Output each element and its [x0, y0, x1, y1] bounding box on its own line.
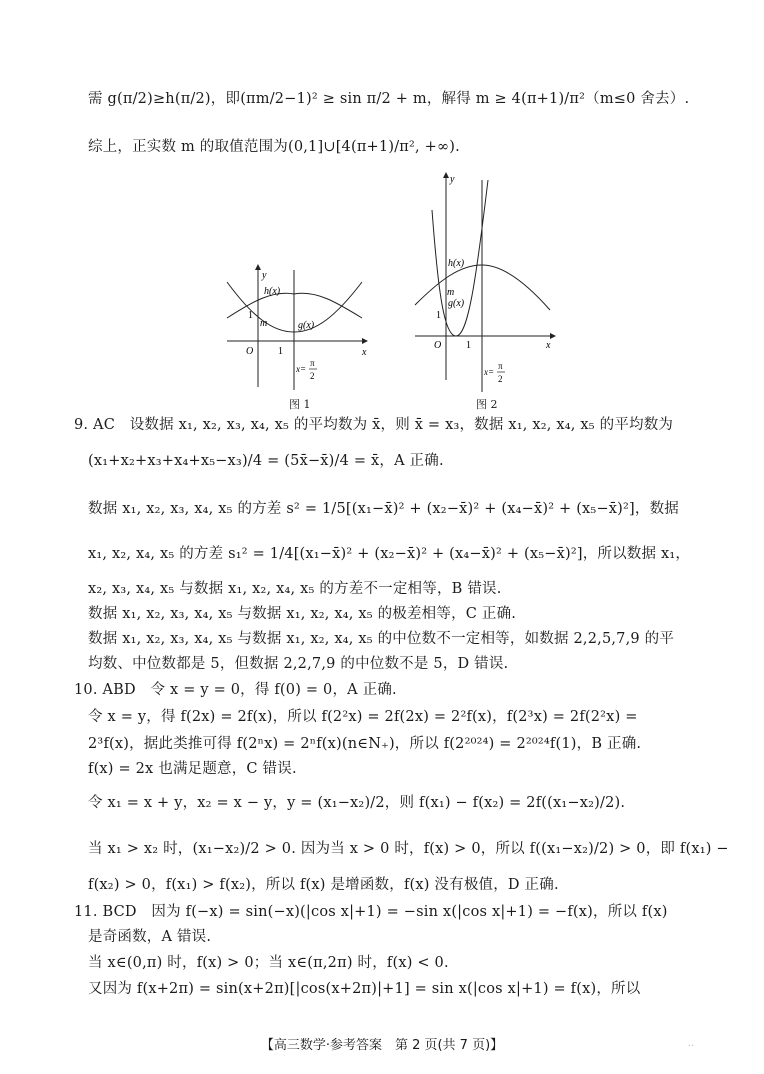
text-line: 需 g(π/2)≥h(π/2)，即(πm/2−1)² ≥ sin π/2 + m，解得 m ≥ 4(π+1)/π²（m≤0 舍去）.	[88, 91, 690, 107]
text-line: 是奇函数，A 错误.	[88, 929, 212, 945]
figure-1	[222, 262, 372, 392]
vline-label-numerator: π	[310, 358, 315, 368]
text-line: (x₁+x₂+x₃+x₄+x₅−x₃)/4 = (5x̄−x̄)/4 = x̄，A 正确.	[88, 453, 444, 469]
text-line: x₂, x₃, x₄, x₅ 与数据 x₁, x₂, x₄, x₅ 的方差不一定相等，B 错误.	[88, 581, 502, 597]
text-line: f(x₂) > 0，f(x₁) > f(x₂)，所以 f(x) 是增函数，f(x) 没有极值，D 正确.	[88, 877, 559, 893]
text-line: x₁, x₂, x₄, x₅ 的方差 s₁² = 1/4[(x₁−x̄)² + (x₂−x̄)² + (x₄−x̄)² + (x₅−x̄)²]，所以数据 x₁，	[88, 546, 691, 562]
vline-label-numerator: π	[498, 361, 503, 371]
tick-y-label: 1	[248, 310, 253, 321]
curve-h-label: h(x)	[264, 286, 281, 297]
page-footer: 【高三数学·参考答案 第 2 页(共 7 页)】	[260, 1038, 504, 1053]
tick-y-label: 1	[436, 310, 441, 321]
text-line: 9. AC 设数据 x₁, x₂, x₃, x₄, x₅ 的平均数为 x̄，则 x̄ = x₃，数据 x₁, x₂, x₄, x₅ 的平均数为	[74, 417, 674, 433]
vline-label-denominator: 2	[498, 374, 503, 384]
origin-label: O	[246, 346, 254, 357]
text-line: 11. BCD 因为 f(−x) = sin(−x)(|cos x|+1) = −sin x(|cos x|+1) = −f(x)，所以 f(x)	[74, 904, 668, 920]
text-line: 2³f(x)，据此类推可得 f(2ⁿx) = 2ⁿf(x)(n∈N₊)，所以 f(2²⁰²⁴) = 2²⁰²⁴f(1)，B 正确.	[88, 736, 642, 752]
text-line: 数据 x₁, x₂, x₃, x₄, x₅ 与数据 x₁, x₂, x₄, x₅ 的中位数不一定相等，如数据 2,2,5,7,9 的平	[88, 631, 675, 647]
text-line: 当 x₁ > x₂ 时，(x₁−x₂)/2 > 0. 因为当 x > 0 时，f(x) > 0，所以 f((x₁−x₂)/2) > 0，即 f(x₁) −	[88, 841, 729, 857]
vline-label-prefix: x=	[296, 364, 307, 374]
text-line: 综上，正实数 m 的取值范围为(0,1]∪[4(π+1)/π², +∞).	[88, 139, 460, 155]
footer-mark: ..	[687, 1038, 694, 1049]
text-line: f(x) = 2x 也满足题意，C 错误.	[88, 761, 297, 777]
figure-1-caption: 图 1	[289, 398, 311, 411]
tick-x-label: 1	[278, 346, 283, 357]
y-axis-label: y	[450, 174, 455, 185]
text-line: 又因为 f(x+2π) = sin(x+2π)[|cos(x+2π)|+1] = sin x(|cos x|+1) = f(x)，所以	[88, 981, 641, 997]
text-line: 令 x₁ = x + y，x₂ = x − y，y = (x₁−x₂)/2，则 f(x₁) − f(x₂) = 2f((x₁−x₂)/2).	[88, 795, 626, 811]
text-line: 令 x = y，得 f(2x) = 2f(x)，所以 f(2²x) = 2f(2x) = 2²f(x)，f(2³x) = 2f(2²x) =	[88, 709, 638, 725]
x-axis-label: x	[546, 340, 551, 351]
text-line: 当 x∈(0,π) 时，f(x) > 0；当 x∈(π,2π) 时，f(x) < 0.	[88, 955, 449, 971]
curve-g-label: g(x)	[448, 298, 465, 309]
figure-2-caption: 图 2	[476, 398, 498, 411]
curve-g-label: g(x)	[298, 320, 315, 331]
x-axis-label: x	[362, 347, 367, 358]
y-axis-label: y	[262, 270, 267, 281]
vline-label-prefix: x=	[484, 367, 495, 377]
point-m-label: m	[447, 287, 455, 298]
figure-2	[410, 170, 560, 392]
text-line: 10. ABD 令 x = y = 0，得 f(0) = 0，A 正确.	[74, 682, 397, 698]
point-m-label: m	[260, 318, 268, 329]
vline-label-denominator: 2	[310, 371, 315, 381]
text-line: 均数、中位数都是 5，但数据 2,2,7,9 的中位数不是 5，D 错误.	[88, 656, 509, 672]
text-line: 数据 x₁, x₂, x₃, x₄, x₅ 与数据 x₁, x₂, x₄, x₅ 的极差相等，C 正确.	[88, 606, 517, 622]
origin-label: O	[434, 340, 442, 351]
tick-x-label: 1	[466, 340, 471, 351]
curve-h-label: h(x)	[448, 258, 465, 269]
text-line: 数据 x₁, x₂, x₃, x₄, x₅ 的方差 s² = 1/5[(x₁−x̄)² + (x₂−x̄)² + (x₄−x̄)² + (x₅−x̄)²]，数据	[88, 501, 680, 517]
